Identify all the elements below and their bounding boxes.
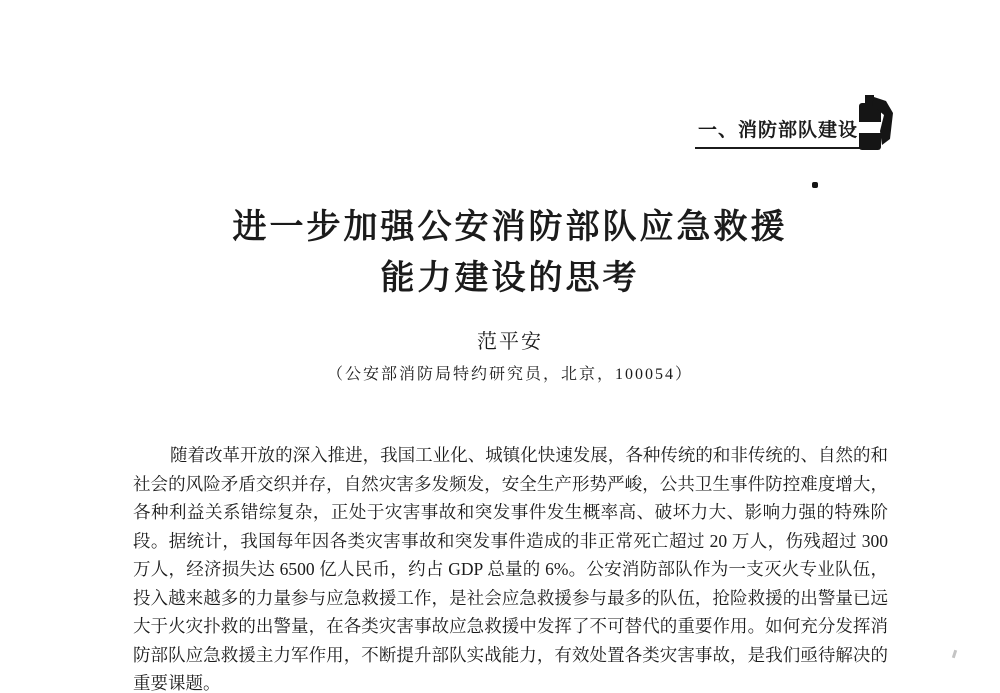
paragraph-line: 投入越来越多的力量参与应急救援工作，是社会应急救援参与最多的队伍，抢险救援的出警量已远 xyxy=(133,587,888,608)
paragraph-line: 重要课题。 xyxy=(133,673,221,693)
paragraph-line: 段。据统计，我国每年因各类灾害事故和突发事件造成的非正常死亡超过 20 万人，伤残超过 300 xyxy=(133,530,888,551)
ink-dot-artifact xyxy=(812,182,818,188)
author-name: 范平安 xyxy=(477,331,543,353)
section-header-label: 一、消防部队建设 xyxy=(695,115,861,149)
article-title-line-1: 进一步加强公安消防部队应急救援 xyxy=(232,209,788,246)
paragraph-line: 各种利益关系错综复杂，正处于灾害事故和突发事件发生概率高、破坏力大、影响力强的特殊阶 xyxy=(133,502,888,522)
article-title-line-2: 能力建设的思考 xyxy=(380,260,640,297)
article-title xyxy=(20,202,1000,304)
intro-paragraph xyxy=(133,441,888,693)
paragraph-line: 随着改革开放的深入推进，我国工业化、城镇化快速发展，各种传统的和非传统的、自然的和 xyxy=(170,445,888,465)
paragraph-line: 社会的风险矛盾交织并存，自然灾害多发频发，安全生产形势严峻，公共卫生事件防控难度增大， xyxy=(133,473,888,494)
paragraph-line: 万人，经济损失达 6500 亿人民币，约占 GDP 总量的 6%。公安消防部队作为一支灭火专业队伍， xyxy=(133,559,888,579)
paragraph-line: 防部队应急救援主力军作用，不断提升部队实战能力，有效处置各类灾害事故，是我们亟待解决的 xyxy=(133,644,888,665)
paragraph-line: 大于火灾扑救的出警量，在各类灾害事故应急救援中发挥了不可替代的重要作用。如何充分发挥消 xyxy=(133,616,888,636)
author-affiliation: （公安部消防局特约研究员，北京，100054） xyxy=(326,366,693,383)
fire-extinguisher-icon xyxy=(856,95,894,152)
smudge-artifact xyxy=(952,650,957,659)
